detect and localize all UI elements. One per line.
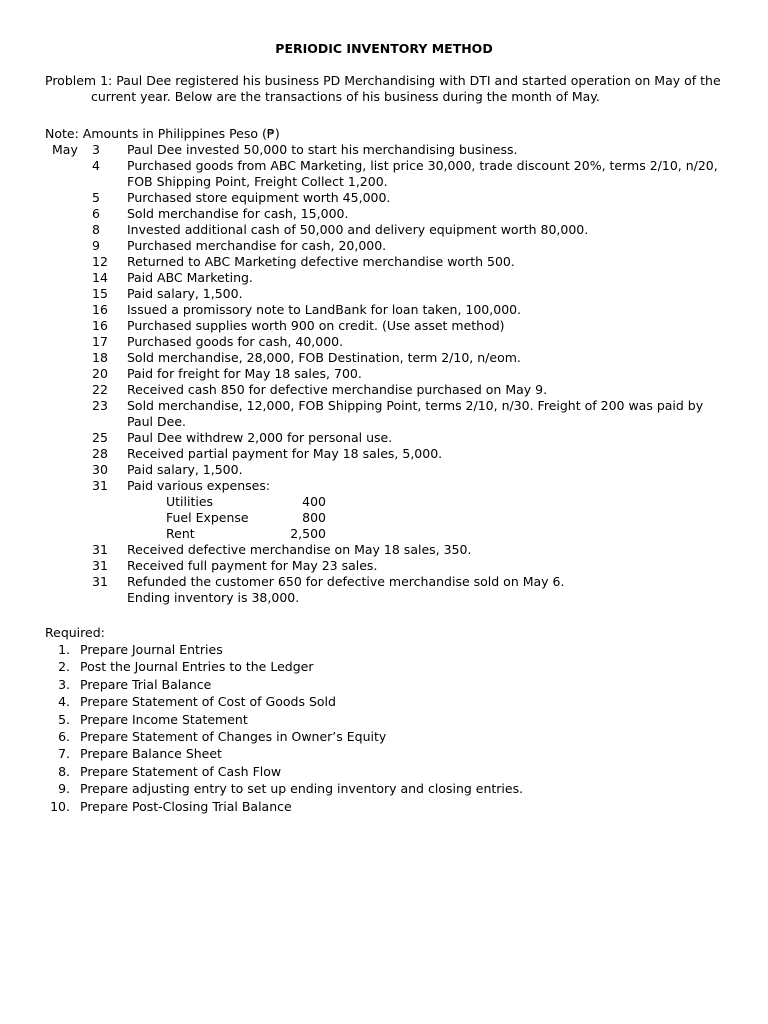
required-item-number: 5. [58, 711, 70, 727]
transaction-day: 30 [92, 462, 108, 477]
transaction-text: Paid ABC Marketing. [127, 270, 253, 285]
expense-name: Rent [166, 526, 195, 541]
required-item-text: Prepare adjusting entry to set up ending inventory and closing entries. [80, 781, 524, 797]
transaction-day: 16 [92, 318, 108, 333]
required-item [0, 781, 768, 798]
transaction-row [0, 430, 768, 446]
transaction-day: 20 [92, 366, 108, 381]
transaction-day: 16 [92, 302, 108, 317]
transaction-row [0, 270, 768, 286]
transaction-row [0, 142, 768, 158]
transaction-text: Paid various expenses: [127, 478, 271, 493]
transaction-day: 8 [92, 222, 100, 237]
transaction-day: 31 [92, 542, 108, 557]
transaction-text: Sold merchandise, 12,000, FOB Shipping Point, terms 2/10, n/30. Freight of 200 was paid by Paul Dee. [127, 398, 704, 429]
currency-note: Note: Amounts in Philippines Peso (₱) [45, 126, 280, 141]
transaction-row [0, 222, 768, 238]
required-item-number: 8. [58, 763, 70, 779]
month-label: May [52, 142, 78, 157]
transaction-day: 15 [92, 286, 108, 301]
required-item [0, 642, 768, 659]
transaction-text: Purchased goods for cash, 40,000. [127, 334, 344, 349]
transaction-text: Purchased store equipment worth 45,000. [127, 190, 391, 205]
transaction-row [0, 350, 768, 366]
transaction-text: Purchased goods from ABC Marketing, list price 30,000, trade discount 20%, terms 2/10, n/20, FOB Shipping Point, Freight Collect 1,200. [127, 158, 718, 189]
required-item-text: Prepare Trial Balance [80, 676, 212, 692]
transaction-row [0, 158, 768, 190]
required-item-text: Prepare Journal Entries [80, 642, 223, 657]
transaction-text: Received partial payment for May 18 sales, 5,000. [127, 446, 443, 461]
transaction-text: Paid salary, 1,500. [127, 286, 243, 301]
transaction-text: Sold merchandise, 28,000, FOB Destination, term 2/10, n/eom. [127, 350, 521, 365]
expense-amount: 2,500 [290, 526, 326, 541]
transaction-day: 6 [92, 206, 100, 221]
transaction-day: 23 [92, 398, 108, 413]
expense-row [0, 510, 768, 526]
required-item-number: 6. [58, 728, 70, 744]
transaction-text: Refunded the customer 650 for defective merchandise sold on May 6. [127, 574, 565, 589]
transaction-list [0, 142, 768, 606]
required-item [0, 746, 768, 763]
transaction-day: 31 [92, 478, 108, 493]
transaction-day: 5 [92, 190, 100, 205]
transaction-row [0, 574, 768, 590]
transaction-row [0, 478, 768, 494]
transaction-day: 3 [92, 142, 100, 157]
expense-amount: 800 [302, 510, 326, 525]
transaction-day: 22 [92, 382, 108, 397]
transaction-row [0, 302, 768, 318]
required-item-text: Post the Journal Entries to the Ledger [80, 659, 314, 675]
transaction-row [0, 590, 768, 606]
transaction-row [0, 254, 768, 270]
required-item-text: Prepare Post-Closing Trial Balance [80, 798, 292, 814]
required-item-number: 7. [58, 746, 70, 762]
expense-amount: 400 [302, 494, 326, 509]
problem-statement: Problem 1: Paul Dee registered his business PD Merchandising with DTI and started operation on May of the current year. Below are the transactions of his business during the month of May. [45, 73, 721, 104]
transaction-row [0, 334, 768, 350]
required-item-number: 3. [58, 676, 70, 692]
transaction-row [0, 382, 768, 398]
required-item [0, 764, 768, 781]
transaction-day: 9 [92, 238, 100, 253]
expense-name: Utilities [166, 494, 214, 509]
transaction-day: 28 [92, 446, 108, 461]
required-item [0, 677, 768, 694]
required-item [0, 659, 768, 676]
transaction-text: Received full payment for May 23 sales. [127, 558, 378, 573]
transaction-text: Issued a promissory note to LandBank for loan taken, 100,000. [127, 302, 522, 317]
required-item-number: 10. [50, 798, 70, 814]
transaction-text: Paul Dee invested 50,000 to start his merchandising business. [127, 142, 518, 157]
transaction-text: Paid salary, 1,500. [127, 462, 243, 477]
transaction-day: 18 [92, 350, 108, 365]
transaction-text: Purchased supplies worth 900 on credit. (Use asset method) [127, 318, 505, 333]
required-item [0, 694, 768, 711]
transaction-row [0, 462, 768, 478]
required-item-number: 1. [58, 642, 70, 657]
transaction-text: Paul Dee withdrew 2,000 for personal use. [127, 430, 393, 445]
transaction-text: Sold merchandise for cash, 15,000. [127, 206, 349, 221]
transaction-day: 17 [92, 334, 108, 349]
required-item [0, 729, 768, 746]
required-heading: Required: [45, 625, 105, 640]
transaction-day: 31 [92, 558, 108, 573]
required-item-text: Prepare Income Statement [80, 711, 248, 727]
required-item-text: Prepare Statement of Changes in Owner’s Equity [80, 728, 387, 744]
expense-row [0, 494, 768, 510]
required-item-text: Prepare Statement of Cost of Goods Sold [80, 694, 336, 710]
page-title: PERIODIC INVENTORY METHOD [275, 41, 493, 56]
required-item-number: 9. [58, 781, 70, 797]
transaction-day: 12 [92, 254, 108, 269]
transaction-text: Received defective merchandise on May 18 sales, 350. [127, 542, 472, 557]
required-item-text: Prepare Balance Sheet [80, 746, 222, 762]
transaction-row [0, 366, 768, 382]
required-item-text: Prepare Statement of Cash Flow [80, 763, 282, 779]
expense-name: Fuel Expense [166, 510, 249, 525]
expense-row [0, 526, 768, 542]
transaction-row [0, 206, 768, 222]
transaction-text: Returned to ABC Marketing defective merchandise worth 500. [127, 254, 515, 269]
required-item-number: 2. [58, 659, 70, 675]
transaction-row [0, 542, 768, 558]
required-list [0, 642, 768, 816]
transaction-row [0, 190, 768, 206]
transaction-day: 14 [92, 270, 108, 285]
required-item [0, 712, 768, 729]
transaction-row [0, 558, 768, 574]
transaction-text: Purchased merchandise for cash, 20,000. [127, 238, 387, 253]
transaction-row [0, 398, 768, 430]
transaction-row [0, 286, 768, 302]
transaction-row [0, 446, 768, 462]
transaction-text: Received cash 850 for defective merchandise purchased on May 9. [127, 382, 548, 397]
transaction-row [0, 238, 768, 254]
transaction-day: 4 [92, 158, 100, 173]
required-item-number: 4. [58, 694, 70, 710]
required-item [0, 799, 768, 816]
transaction-row [0, 318, 768, 334]
transaction-day: 25 [92, 430, 108, 445]
transaction-text: Paid for freight for May 18 sales, 700. [127, 366, 362, 381]
transaction-text: Invested additional cash of 50,000 and delivery equipment worth 80,000. [127, 222, 589, 237]
transaction-day: 31 [92, 574, 108, 589]
transaction-text: Ending inventory is 38,000. [127, 590, 300, 605]
